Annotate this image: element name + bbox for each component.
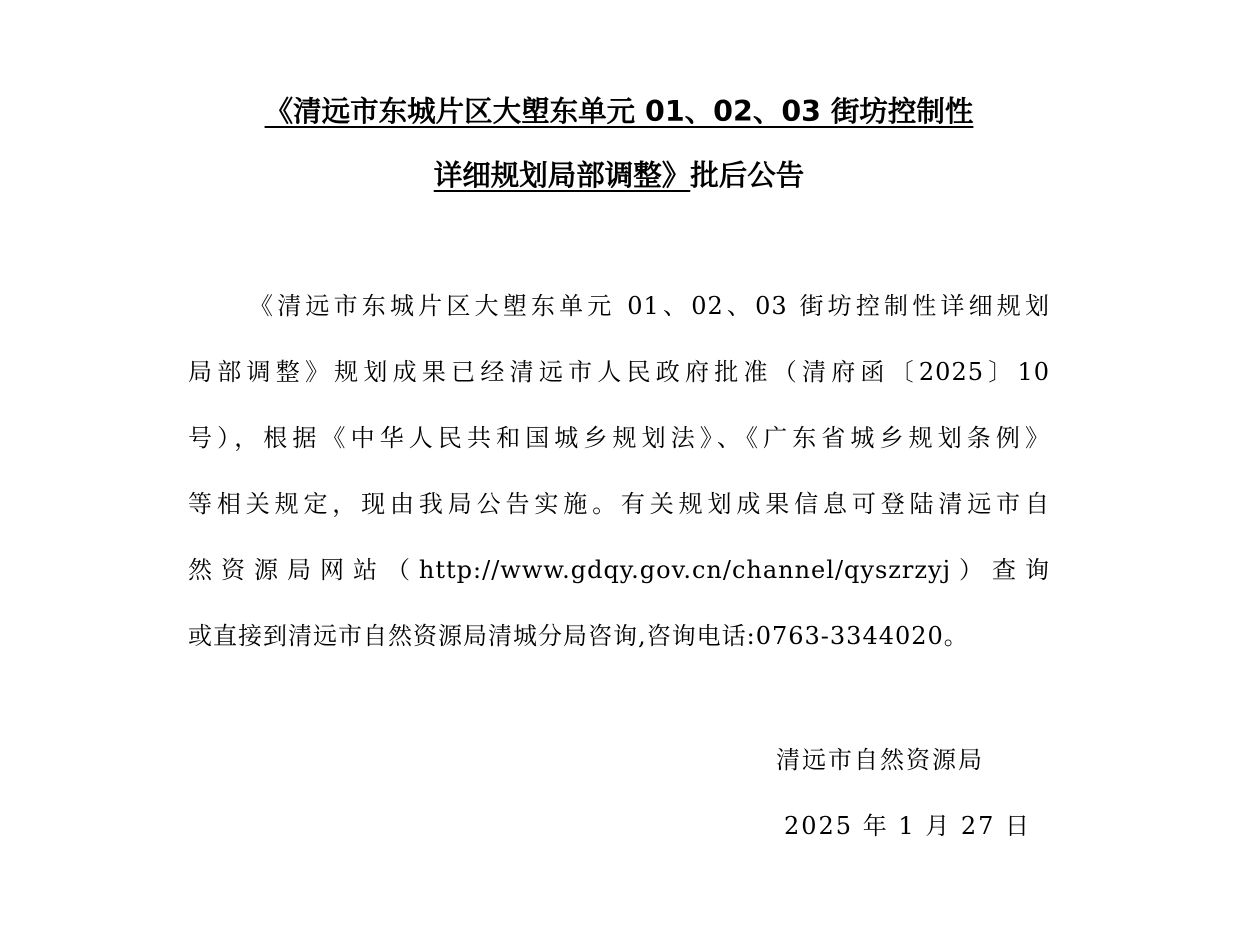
body-paragraph-line: 局部调整》规划成果已经清远市人民政府批准（清府函〔2025〕10 bbox=[188, 358, 1050, 386]
body-paragraph-line: 或直接到清远市自然资源局清城分局咨询,咨询电话:0763-3344020。 bbox=[188, 622, 969, 650]
issuer-signature: 清远市自然资源局 bbox=[776, 746, 984, 774]
body-paragraph-line: 《清远市东城片区大塱东单元 01、02、03 街坊控制性详细规划 bbox=[249, 292, 1050, 320]
body-paragraph-line: 号），根据《中华人民共和国城乡规划法》、《广东省城乡规划条例》 bbox=[188, 424, 1050, 452]
body-paragraph-line: 然资源局网站（http://www.gdqy.gov.cn/channel/qyszrzyj）查询 bbox=[188, 556, 1050, 584]
title-underlined-part-2: 详细规划局部调整》 bbox=[433, 159, 691, 192]
title-suffix: 批后公告 bbox=[690, 159, 805, 192]
document-title-line-2 bbox=[0, 156, 1238, 196]
body-paragraph-line: 等相关规定，现由我局公告实施。有关规划成果信息可登陆清远市自 bbox=[188, 490, 1050, 518]
title-underlined-part-1: 《清远市东城片区大塱东单元 01、02、03 街坊控制性 bbox=[264, 95, 974, 128]
document-title-line-1 bbox=[0, 92, 1238, 132]
issue-date: 2025 年 1 月 27 日 bbox=[784, 812, 1032, 840]
